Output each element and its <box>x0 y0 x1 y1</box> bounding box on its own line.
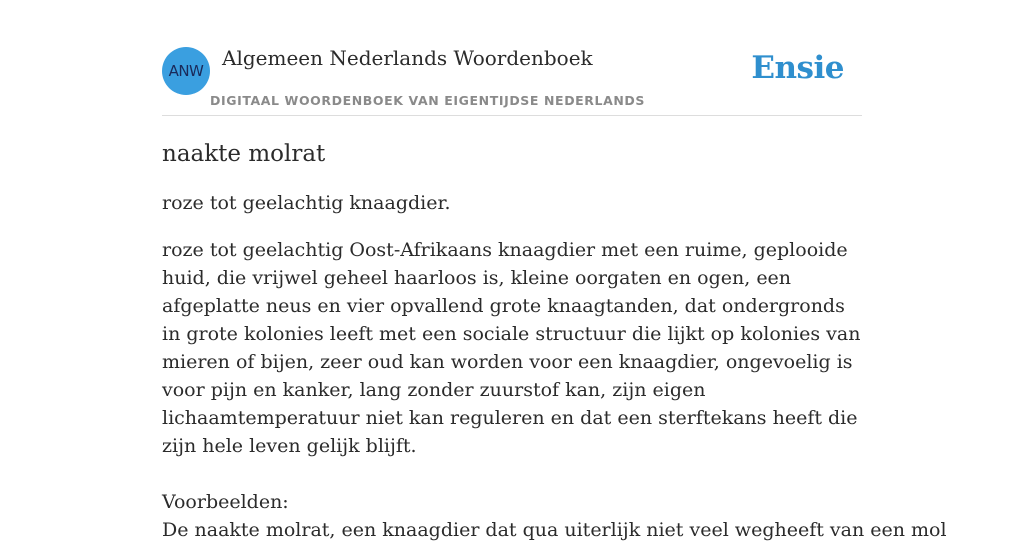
anw-logo[interactable]: ANW <box>162 47 210 95</box>
entry-content <box>162 138 947 544</box>
entry-term: naakte molrat <box>162 141 326 167</box>
dictionary-title[interactable]: Algemeen Nederlands Woordenboek <box>222 46 593 70</box>
short-definition: roze tot geelachtig knaagdier. <box>162 192 451 214</box>
examples-label: Voorbeelden: <box>162 491 289 513</box>
long-definition: roze tot geelachtig Oost-Afrikaans knaagdier met een ruime, geplooide huid, die vrijwel geheel haarloos is, kleine oorgaten en ogen, een afgeplatte neus en vier opvallend grote knaagtanden, dat ondergronds in grote kolonies leeft met een sociale structuur die lijkt op kolonies van mieren of bijen, zeer oud kan worden voor een knaagdier, ongevoelig is voor pijn en kanker, lang zonder zuurstof kan, zijn eigen lichaamtemperatuur niet kan reguleren en dat een sterftekans heeft die zijn hele leven gelijk blijft. <box>162 239 861 457</box>
ensie-logo-link[interactable]: Ensie <box>751 50 844 86</box>
site-header <box>162 40 862 116</box>
dictionary-subtitle: DIGITAAL WOORDENBOEK VAN EIGENTIJDSE NEDERLANDS <box>210 93 646 108</box>
example-sentence: De naakte molrat, een knaagdier dat qua uiterlijk niet veel wegheeft van een mol <box>162 519 947 541</box>
